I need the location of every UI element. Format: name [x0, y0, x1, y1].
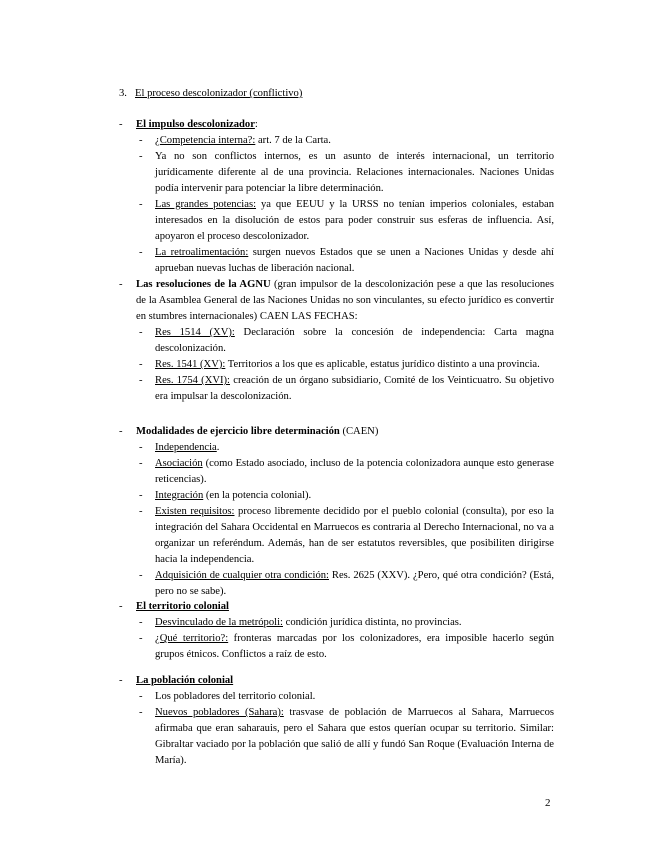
- item-text: (en la potencia colonial).: [203, 490, 312, 501]
- section-title: La población colonial: [136, 675, 234, 686]
- sub-list: [119, 133, 554, 277]
- section-impulso: [119, 117, 554, 277]
- item-label: Independencia: [155, 442, 217, 453]
- sub-list: [119, 615, 554, 663]
- section-poblacion: [119, 673, 554, 769]
- item-label: Adquisición de cualquier otra condición:: [155, 570, 329, 581]
- item-text: fronteras marcadas por los colonizadores, era imposible hacerlo según grupos étnicos. Conflictos a raíz de esto.: [155, 633, 554, 660]
- list-item: - Res. 1754 (XVI): creación de un órgano subsidiario, Comité de los Veinticuatro. Su objetivo era impulsar la descolonización.: [139, 375, 554, 402]
- list-item: - Res 1514 (XV): Declaración sobre la concesión de independencia: Carta magna descolonización.: [139, 327, 554, 354]
- section-title: Modalidades de ejercicio libre determinación: [136, 426, 340, 437]
- section-intro: (gran impulsor de la descolonización pese a que las resoluciones de la Asamblea General de las Naciones Unidas no son vinculantes, su efecto jurídico es convertir en stumbres internacionales) CAEN LAS FECHAS:: [136, 279, 554, 322]
- section-title-row: - El impulso descolonizador:: [119, 117, 554, 133]
- item-label: Asociación: [155, 458, 203, 469]
- bullet-dash: -: [119, 601, 123, 612]
- list-item: - ¿Competencia interna?: art. 7 de la Carta.: [139, 135, 331, 146]
- item-text: Res. 2625 (XXV). ¿Pero, qué otra condición? (Está, pero no se sabe).: [155, 570, 555, 597]
- item-label: ¿Competencia interna?:: [155, 135, 256, 146]
- section-resoluciones: [119, 277, 554, 405]
- item-label: Res. 1541 (XV):: [155, 359, 226, 370]
- sub-list: [119, 689, 554, 769]
- item-text: trasvase de población de Marruecos al Sahara, Marruecos afirmaba que eran saharauis, pero el Sahara que estos querían ocupar su territorio. Similar: Gibraltar vaciado por la población que salió de allí y fundó San Roque (Evaluación Interna de María).: [155, 707, 555, 766]
- bullet-dash: -: [119, 279, 123, 290]
- item-text: .: [216, 442, 220, 453]
- section-intro: (CAEN): [339, 426, 379, 437]
- heading-number: 3.: [119, 88, 127, 99]
- bullet-dash: -: [119, 675, 123, 686]
- bullet-dash: -: [119, 119, 123, 130]
- section-territorio: [119, 599, 554, 663]
- item-label: Res. 1754 (XVI):: [155, 375, 231, 386]
- item-text: Territorios a los que es aplicable, estatus jurídico distinto a una provincia.: [225, 359, 540, 370]
- item-text: Ya no son conflictos internos, es un asunto de interés internacional, un territorio jurídicamente diferente al de una provincia. Relaciones internacionales. Naciones Unidas podía intervenir para potenciar la libre determinación.: [155, 151, 554, 194]
- section-title: Las resoluciones de la AGNU: [136, 279, 271, 290]
- item-label: La retroalimentación:: [155, 247, 249, 258]
- item-label: Res 1514 (XV):: [155, 327, 235, 338]
- item-label: Integración: [155, 490, 204, 501]
- list-item: - Los pobladores del territorio colonial.: [139, 691, 316, 702]
- section-title: El impulso descolonizador: [136, 119, 255, 130]
- item-label: Nuevos pobladores (Sahara):: [155, 707, 284, 718]
- list-item: - Independencia.: [139, 442, 220, 453]
- item-label: Las grandes potencias:: [155, 199, 257, 210]
- section-heading: [119, 86, 302, 102]
- sub-list: [119, 325, 554, 405]
- section-title: El territorio colonial: [136, 601, 229, 612]
- list-item: - Res. 1541 (XV): Territorios a los que es aplicable, estatus jurídico distinto a una provincia.: [139, 359, 540, 370]
- item-label: Existen requisitos:: [155, 506, 235, 517]
- item-text: Los pobladores del territorio colonial.: [155, 691, 316, 702]
- list-item: - Integración (en la potencia colonial).: [139, 490, 312, 501]
- list-item: - Asociación (como Estado asociado, incluso de la potencia colonizadora aunque esto generase reticencias).: [139, 458, 554, 485]
- section-title-row: [119, 599, 554, 615]
- list-item: - Desvinculado de la metrópoli: condición jurídica distinta, no provincias.: [139, 617, 462, 628]
- section-title-row: [119, 673, 554, 689]
- section-title-row: [119, 424, 554, 440]
- item-label: ¿Qué territorio?:: [155, 633, 229, 644]
- list-item: - Las grandes potencias: ya que EEUU y la URSS no tenían imperios coloniales, estaban interesados en la disolución de estos para poder construir sus esferas de influencia. Así, apoyaron el proceso descolonizador.: [139, 199, 554, 242]
- section-title-row: [119, 277, 554, 325]
- list-item: - ¿Qué territorio?: fronteras marcadas por los colonizadores, era imposible hacerlo según grupos étnicos. Conflictos a raíz de esto.: [139, 633, 554, 660]
- list-item: - Adquisición de cualquier otra condición: Res. 2625 (XXV). ¿Pero, qué otra condición? (Está, pero no se sabe).: [139, 570, 555, 597]
- item-text: ya que EEUU y la URSS no tenían imperios coloniales, estaban interesados en la disolución de estos para poder construir sus esferas de influencia. Así, apoyaron el proceso descolonizador.: [155, 199, 554, 242]
- list-item: - Nuevos pobladores (Sahara): trasvase de población de Marruecos al Sahara, Marruecos afirmaba que eran saharauis, pero el Sahara que estos querían ocupar su territorio. Similar: Gibraltar vaciado por la población que salió de allí y fundó San Roque (Evaluación Interna de María).: [139, 707, 555, 766]
- list-item: - Existen requisitos: proceso libremente decidido por el pueblo colonial (consulta), por eso la integración del Sahara Occidental en Marruecos es contraria al Derecho Internacional, no va a organizar un referéndum. Además, han de ser estatutos reversibles, que posibiliten dirigirse hacia la independencia.: [139, 506, 554, 565]
- list-item: - La retroalimentación: surgen nuevos Estados que se unen a Naciones Unidas y desde ahí aprueban nuevas luchas de liberación nacional.: [139, 247, 554, 274]
- page-number: 2: [545, 797, 551, 809]
- item-text: (como Estado asociado, incluso de la potencia colonizadora aunque esto generase reticencias).: [155, 458, 554, 485]
- bullet-dash: -: [119, 426, 123, 437]
- item-text: condición jurídica distinta, no provincias.: [282, 617, 462, 628]
- item-text: surgen nuevos Estados que se unen a Naciones Unidas y desde ahí aprueban nuevas luchas de liberación nacional.: [155, 247, 554, 274]
- item-label: Desvinculado de la metrópoli:: [155, 617, 283, 628]
- item-text: art. 7 de la Carta.: [255, 135, 331, 146]
- heading-title: El proceso descolonizador (conflictivo): [135, 88, 303, 99]
- item-text: Declaración sobre la concesión de independencia: Carta magna descolonización.: [155, 327, 554, 354]
- list-item: - Ya no son conflictos internos, es un asunto de interés internacional, un territorio jurídicamente diferente al de una provincia. Relaciones internacionales. Naciones Unidas podía intervenir para potenciar la libre determinación.: [139, 151, 554, 194]
- sub-list: [119, 440, 554, 600]
- section-modalidades: [119, 424, 554, 600]
- item-text: creación de un órgano subsidiario, Comité de los Veinticuatro. Su objetivo era impulsar la descolonización.: [155, 375, 554, 402]
- item-text: proceso libremente decidido por el pueblo colonial (consulta), por eso la integración del Sahara Occidental en Marruecos es contraria al Derecho Internacional, no va a organizar un referéndum. Además, han de ser estatutos reversibles, que posibiliten dirigirse hacia la independencia.: [155, 506, 554, 565]
